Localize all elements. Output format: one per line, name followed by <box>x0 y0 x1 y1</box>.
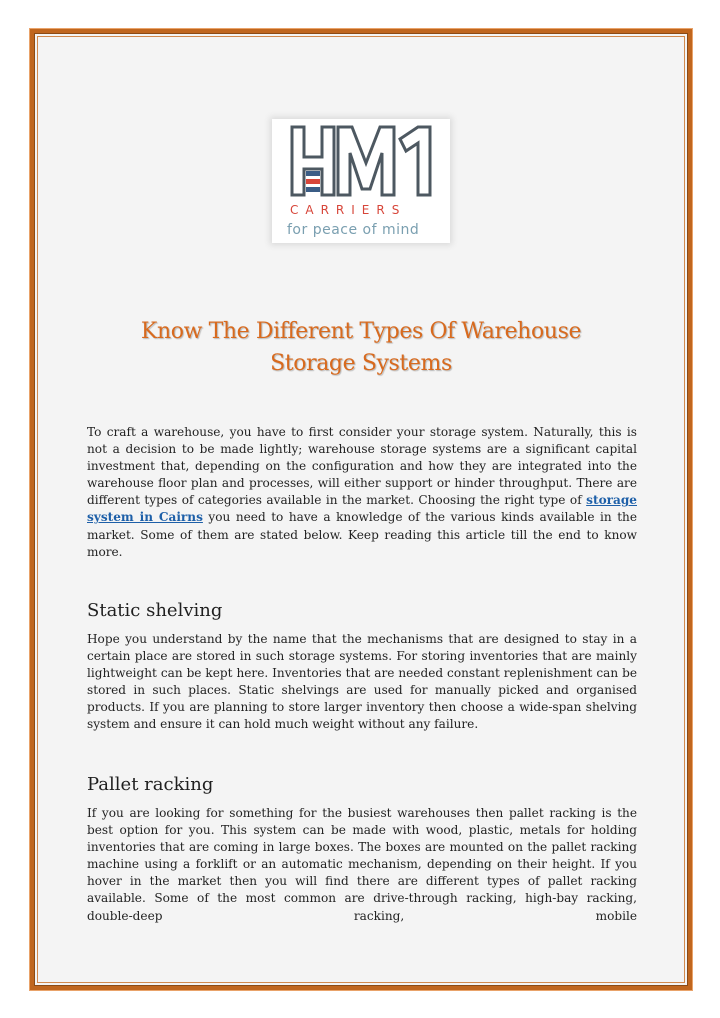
section-body-static-shelving: Hope you understand by the name that the mechanisms that are designed to stay in a certain place are stored in such storage systems. For storing inventories that are mainly lightweight can be kept here. Inventories that are needed constant replenishment can be stored in such places. Static shelvings are used for manually picked and organised products. If you are planning to store larger inventory then choose a wide-span shelving system and ensure it can hold much weight without any failure. <box>87 632 637 732</box>
company-logo <box>272 119 450 243</box>
intro-text-before-link: To craft a warehouse, you have to first consider your storage system. Naturally, this is not a decision to be made lightly; warehouse storage systems are a significant capital investment that, depending on the configuration and how they are integrated into the warehouse floor plan and processes, will either support or hinder throughput. There are different types of categories available in the market. Choosing the right type of <box>87 425 637 508</box>
title-line-1: Know The Different Types Of Warehouse <box>140 319 582 344</box>
section-body-pallet-racking: If you are looking for something for the busiest warehouses then pallet racking is the best option for you. This system can be made with wood, plastic, metals for holding inventories that are coming in large boxes. The boxes are mounted on the pallet racking machine using a forklift or an automatic mechanism, depending on their height. If you hover in the market then you will find there are different types of pallet racking available. Some of the most common are drive-through racking, high-bay racking, double-deep racking, mobile <box>87 806 637 923</box>
logo-tagline: for peace of mind <box>287 222 420 238</box>
logo-brand-text: CARRIERS <box>290 203 407 217</box>
intro-paragraph <box>87 424 637 561</box>
section-heading-static-shelving: Static shelving <box>87 600 223 621</box>
section-heading-pallet-racking: Pallet racking <box>87 774 214 795</box>
intro-text-after-link: you need to have a knowledge of the various kinds available in the market. Some of them are stated below. Keep reading this article till the end to know more. <box>87 510 637 559</box>
storage-system-link[interactable]: storage system in Cairns <box>87 493 637 525</box>
page-title <box>34 316 688 380</box>
document-page <box>30 29 692 990</box>
title-line-2: Storage Systems <box>270 351 452 376</box>
